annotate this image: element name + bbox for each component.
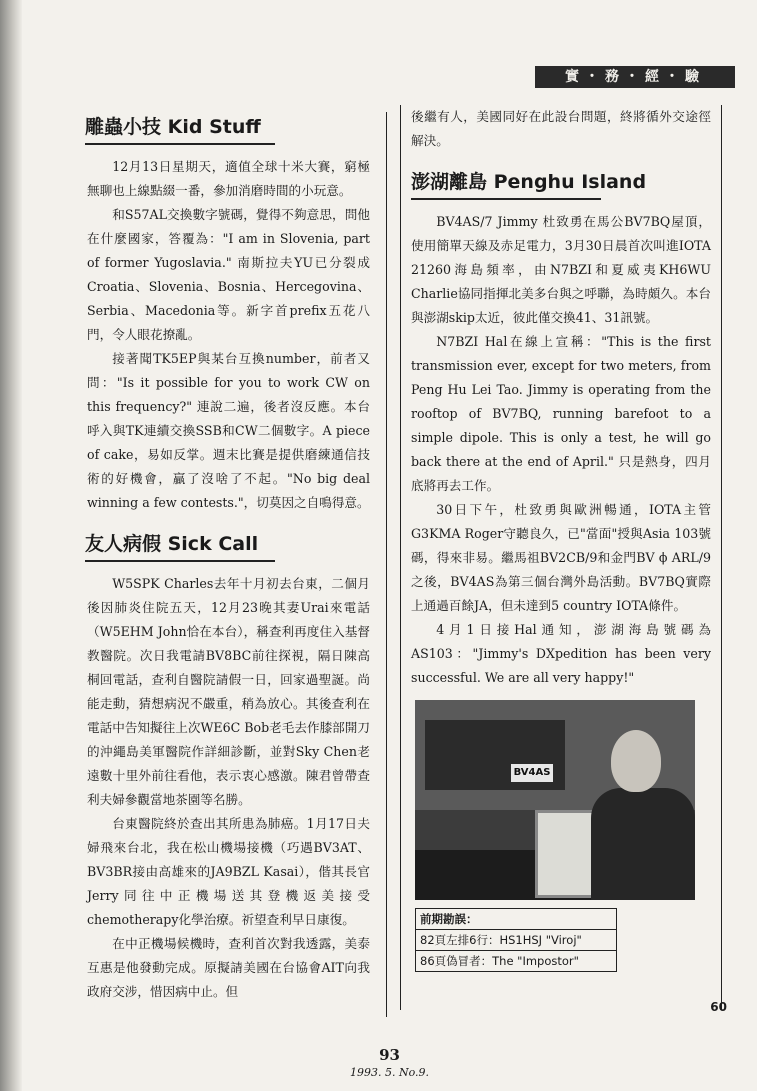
errata-title: 前期勘誤： [416, 909, 616, 930]
right-column [400, 105, 722, 1010]
paragraph: 接著聞TK5EP與某台互換number，前者又問："Is it possible for you to work CW on this frequency?" 連說二遍，後者沒反應。本台呼入與TK連續交換SSB和CW二個數字。A piece of cake，易如反掌。週末比賽是提供磨練通信技術的好機會，贏了沒啥了不起。"No big deal winning a few contests."，切莫因之自鳴得意。 [87, 351, 370, 510]
page-footer [22, 1046, 757, 1079]
article-title-sick-call: 友人病假 Sick Call [85, 529, 275, 562]
operator-head [611, 730, 661, 792]
paragraph: 和S57AL交換數字號碼，覺得不夠意思，問他在什麼國家，答覆為："I am in Slovenia, part of former Yugoslavia." 南斯拉夫YU已分裂成Croatia、Slovenia、Bosnia、Hercegovina、Serbia、Macedonia等。新字首prefix五花八門，令人眼花撩亂。 [87, 207, 370, 342]
issue-info: 1993. 5. No.9. [349, 1066, 430, 1079]
paragraph: 在中正機場候機時，查利首次對我透露，美泰互惠是他發動完成。原擬請美國在台協會AIT向我政府交涉，惜因病中止。但 [87, 936, 370, 999]
book-binding-shadow [0, 0, 22, 1091]
paragraph: BV4AS/7 Jimmy 杜致勇在馬公BV7BQ屋頂，使用簡單天線及赤足電力，3月30日晨首次叫進IOTA 21260海島頻率，由N7BZI和夏威夷KH6WU Charlie協同指揮北美多台與之呼聯，為時頗久。本台與澎湖skip太近，彼此僅交換41、31訊號。 [411, 214, 711, 325]
paragraph: 4月1日接Hal通知，澎湖海島號碼為AS103："Jimmy's DXpedition has been very successful. We are all very happy!" [411, 622, 711, 685]
paragraph: N7BZI Hal在線上宣稱："This is the first transmission ever, except for two meters, from Peng Hu Lei Tao. Jimmy is operating from the rooftop of BV7BQ, running barefoot to a simple dipole. This is only a test, he will go back there at the end of April." 只是熱身，四月底將再去工作。 [411, 334, 711, 493]
left-column [77, 112, 387, 1017]
paragraph: 台東醫院終於查出其所患為肺癌。1月17日夫婦飛來台北，我在松山機場接機（巧遇BV3AT、BV3BR接由高雄來的JA9BZL Kasai），偕其長官Jerry同往中正機場送其登機返美接受chemotherapy化學治療。祈望查利早日康復。 [87, 816, 370, 927]
article-title-kid-stuff: 雕蟲小技 Kid Stuff [85, 112, 275, 145]
callsign-plate: BV4AS [511, 764, 553, 782]
corner-mark: 60 [710, 1000, 727, 1014]
magazine-page [22, 0, 757, 1091]
errata-item: 86頁偽冒者：The "Impostor" [420, 954, 579, 968]
continued-paragraph: 後繼有人，美國同好在此設台問題，終將循外交途徑解決。 [411, 109, 711, 148]
section-tag: 實・務・經・驗 [535, 66, 735, 88]
operator-figure [591, 788, 695, 900]
page-number: 93 [379, 1046, 400, 1064]
errata-box [415, 908, 617, 972]
errata-item: 82頁左排6行：HS1HSJ "Viroj" [416, 930, 616, 951]
operator-photo [415, 700, 695, 900]
paragraph: 12月13日星期天，適值全球十米大賽，窮極無聊也上線點綴一番，參加消磨時間的小玩意。 [87, 159, 370, 198]
paragraph: W5SPK Charles去年十月初去台東，二個月後因肺炎住院五天，12月23晚其妻Urai來電話（W5EHM John恰在本台），稱查利再度住入基督教醫院。次日我電請BV8BC前往探視，隔日陳高桐回電話，查利自醫院請假一日，回家過聖誕。尚能走動，猜想病況不嚴重，稍為放心。其後查利在電話中告知擬往上次WE6C Bob老毛去作膝部開刀的沖繩島美軍醫院作詳細診斷，並對Sky Chen老遠數十里外前往看他，表示衷心感激。陳君曾帶查利夫婦參觀當地茶園等名勝。 [87, 576, 370, 807]
paragraph: 30日下午，杜致勇與歐洲暢通，IOTA主管G3KMA Roger守聽良久，已"當面"授與Asia 103號碼，得來非易。繼馬祖BV2CB/9和金門BV ϕ ARL/9之後，BV4AS為第三個台灣外島活動。BV7BQ實際上通過百餘JA，但未達到5 country IOTA條件。 [411, 502, 711, 613]
article-title-penghu-island: 澎湖離島 Penghu Island [411, 167, 601, 200]
